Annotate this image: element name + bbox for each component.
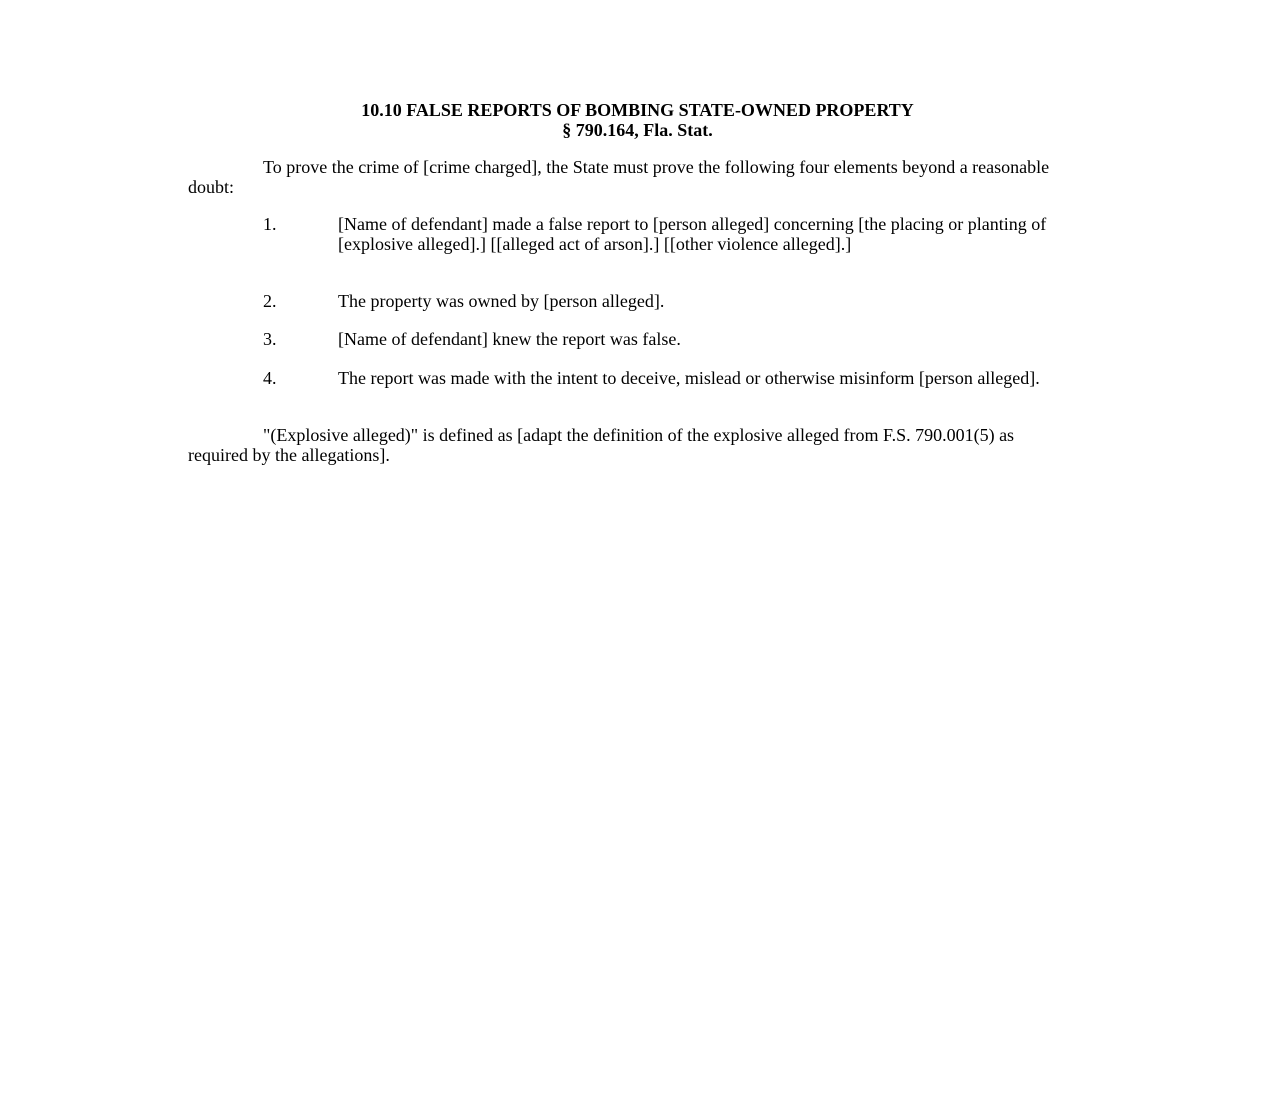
item-number: 4. [263, 368, 277, 388]
intro-text: To prove the crime of [crime charged], the State must prove the following four elements beyond a reasonable doubt: [188, 157, 1050, 197]
intro-paragraph [188, 158, 1068, 197]
definition-text: "(Explosive alleged)" is defined as [adapt the definition of the explosive alleged from F.S. 790.001(5) as required by the allegations]. [188, 425, 1015, 465]
title: 10.10 FALSE REPORTS OF BOMBING STATE-OWNED PROPERTY [361, 100, 914, 120]
document-title [0, 100, 1275, 140]
definition-paragraph [188, 426, 1068, 465]
item-text: The report was made with the intent to deceive, mislead or otherwise misinform [person alleged]. [338, 368, 1040, 388]
item-text: The property was owned by [person alleged]. [338, 291, 665, 311]
statute-citation: § 790.164, Fla. Stat. [562, 120, 713, 140]
item-text: [Name of defendant] made a false report to [person alleged] concerning [the placing or planting of [explosive alleged].] [[alleged act of arson].] [[other violence alleged].] [338, 214, 1047, 254]
item-number: 2. [263, 291, 277, 311]
item-number: 3. [263, 329, 277, 349]
item-text: [Name of defendant] knew the report was false. [338, 329, 681, 349]
item-number: 1. [263, 214, 277, 234]
